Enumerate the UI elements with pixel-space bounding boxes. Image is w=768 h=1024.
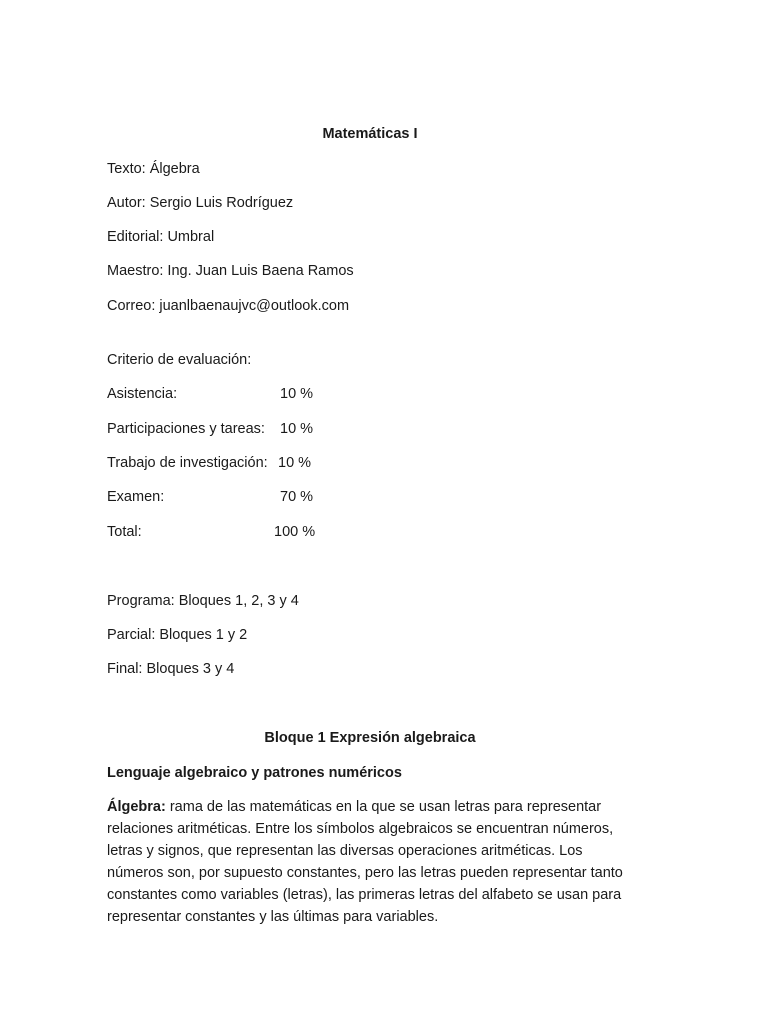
maestro-line: Maestro: Ing. Juan Luis Baena Ramos xyxy=(107,263,354,279)
parcial-line: Parcial: Bloques 1 y 2 xyxy=(107,627,248,643)
evaluacion-row xyxy=(107,454,312,472)
evaluacion-heading: Criterio de evaluación: xyxy=(107,352,252,368)
evaluacion-value: 70 % xyxy=(280,489,314,505)
evaluacion-row xyxy=(107,523,316,541)
evaluacion-value: 10 % xyxy=(280,421,314,437)
defined-term: Álgebra: xyxy=(107,799,166,815)
paragraph-text: rama de las matemáticas en la que se usan letras para representar xyxy=(165,799,602,815)
texto-line: Texto: Álgebra xyxy=(107,161,200,177)
section-subtitle: Lenguaje algebraico y patrones numéricos xyxy=(107,765,402,781)
section-title: Bloque 1 Expresión algebraica xyxy=(264,730,476,746)
evaluacion-value: 10 % xyxy=(278,455,312,471)
paragraph-line: constantes como variables (letras), las primeras letras del alfabeto se usan para xyxy=(107,887,622,903)
evaluacion-label: Participaciones y tareas: xyxy=(107,421,265,437)
paragraph-line: números son, por supuesto constantes, pero las letras pueden representar tanto xyxy=(107,865,623,881)
evaluacion-label: Asistencia: xyxy=(107,386,178,402)
paragraph-line: letras y signos, que representan las diversas operaciones aritméticas. Los xyxy=(107,843,583,859)
page-title: Matemáticas I xyxy=(322,126,418,142)
paragraph-line: representar constantes y las últimas para variables. xyxy=(107,909,439,925)
correo-line: Correo: juanlbaenaujvc@outlook.com xyxy=(107,298,350,314)
evaluacion-value: 10 % xyxy=(280,386,314,402)
paragraph-line xyxy=(107,796,667,818)
editorial-line: Editorial: Umbral xyxy=(107,229,215,245)
evaluacion-label: Examen: xyxy=(107,489,165,505)
evaluacion-row xyxy=(107,488,314,506)
evaluacion-value: 100 % xyxy=(274,524,316,540)
evaluacion-label: Total: xyxy=(107,524,142,540)
paragraph-line: relaciones aritméticas. Entre los símbolos algebraicos se encuentran números, xyxy=(107,821,614,837)
evaluacion-label: Trabajo de investigación: xyxy=(107,455,268,471)
definition-paragraph xyxy=(107,796,667,928)
programa-line: Programa: Bloques 1, 2, 3 y 4 xyxy=(107,593,299,609)
evaluacion-row xyxy=(107,385,314,403)
final-line: Final: Bloques 3 y 4 xyxy=(107,661,235,677)
autor-line: Autor: Sergio Luis Rodríguez xyxy=(107,195,294,211)
evaluacion-row xyxy=(107,420,314,438)
